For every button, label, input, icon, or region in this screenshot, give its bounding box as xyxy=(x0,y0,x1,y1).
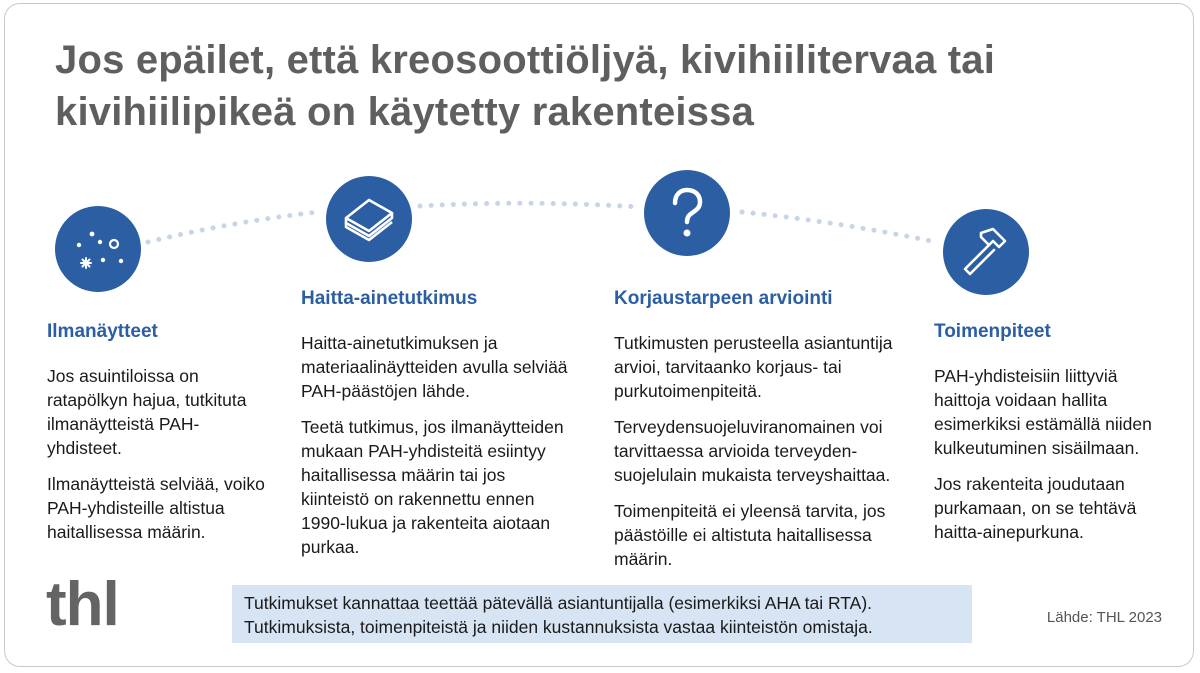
step-2-icon-circle xyxy=(326,176,412,262)
step-4-paragraph-1: PAH-yhdisteisiin liittyviä haittoja voidaan hallita esimerkiksi estämällä niiden kulkeutuminen sisäilmaan. xyxy=(934,366,1152,458)
step-4-icon-circle xyxy=(943,209,1029,295)
step-1-column xyxy=(47,320,287,556)
question-mark-icon xyxy=(644,170,730,256)
hammer-icon xyxy=(943,209,1029,295)
step-3-paragraph-3: Toimenpiteitä ei yleensä tarvita, jos päästöille ei altistuta haitallisessa määrin. xyxy=(614,501,886,569)
step-3-paragraph-2: Terveydensuojeluviranomainen voi tarvittaessa arvioida terveyden- suojelulain mukaista terveyshaittaa. xyxy=(614,417,891,485)
step-1-icon-circle xyxy=(55,206,141,292)
title-line-2: kivihiilipikeä on käytetty rakenteissa xyxy=(55,90,755,134)
step-2-paragraph-1: Haitta-ainetutkimuksen ja materiaalinäytteiden avulla selviää PAH-päästöjen lähde. xyxy=(301,333,568,401)
step-4-column xyxy=(934,320,1184,556)
step-3-heading: Korjaustarpeen arviointi xyxy=(614,288,833,309)
step-3-icon-circle xyxy=(644,170,730,256)
title-line-1: Jos epäilet, että kreosoottiöljyä, kivihiilitervaa tai xyxy=(55,38,996,82)
info-note-box xyxy=(232,585,972,643)
step-1-paragraph-1: Jos asuintiloissa on ratapölkyn hajua, tutkituta ilmanäytteistä PAH- yhdisteet. xyxy=(47,366,247,458)
step-4-paragraph-2: Jos rakenteita joudutaan purkamaan, on se tehtävä haitta-ainepurkuna. xyxy=(934,474,1137,542)
note-line-2: Tutkimuksista, toimenpiteistä ja niiden kustannuksista vastaa kiinteistön omistaja. xyxy=(244,617,873,637)
particles-icon xyxy=(55,206,141,292)
step-1-heading: Ilmanäytteet xyxy=(47,321,158,342)
step-4-heading: Toimenpiteet xyxy=(934,321,1051,342)
thl-logo: thl xyxy=(46,570,119,639)
step-3-paragraph-1: Tutkimusten perusteella asiantuntija arvioi, tarvitaanko korjaus- tai purkutoimenpiteitä. xyxy=(614,333,893,401)
step-2-heading: Haitta-ainetutkimus xyxy=(301,288,478,309)
step-3-column xyxy=(614,287,924,583)
step-1-paragraph-2: Ilmanäytteistä selviää, voiko PAH-yhdisteille altistua haitallisessa määrin. xyxy=(47,474,265,542)
step-2-column xyxy=(301,287,601,571)
source-text: Lähde: THL 2023 xyxy=(1046,609,1162,626)
material-layers-icon xyxy=(326,176,412,262)
step-2-paragraph-2: Teetä tutkimus, jos ilmanäytteiden mukaan PAH-yhdisteitä esiintyy haitallisessa määrin tai jos kiinteistö on rakennettu ennen 1990-lukua ja rakenteita aiotaan purkaa. xyxy=(301,417,564,557)
note-line-1: Tutkimukset kannattaa teettää pätevällä asiantuntijalla (esimerkiksi AHA tai RTA). xyxy=(244,593,873,613)
